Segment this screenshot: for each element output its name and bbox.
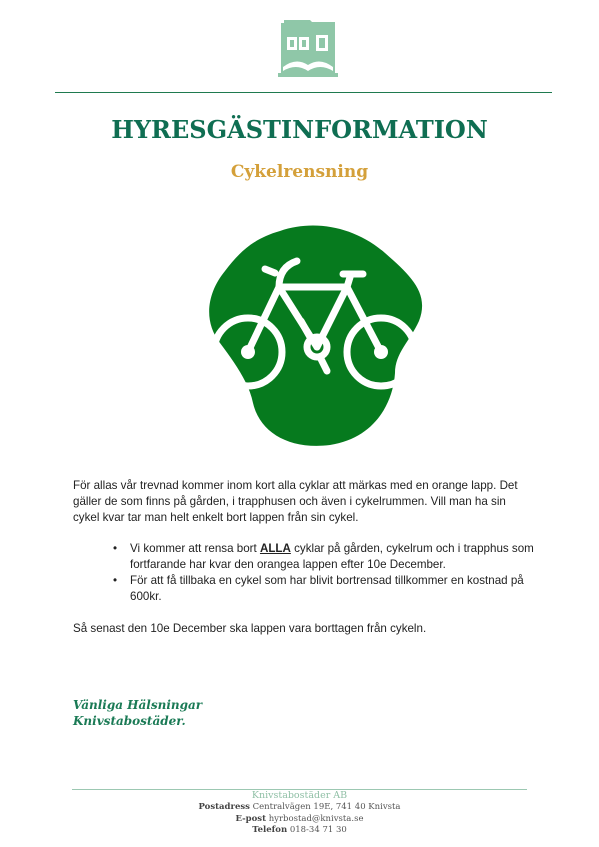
- intro-paragraph: För allas vår trevnad kommer inom kort alla cyklar att märkas med en orange lapp. Det gäller de som finns på gården, i trapphusen och även i cykelrummen. Vill man ha sin cykel kvar tar man helt enkelt bort lappen från sin cykel.: [73, 479, 518, 524]
- email-link[interactable]: hyrbostad@knivsta.se: [268, 813, 364, 824]
- signature-greeting: Vänliga Hälsningar: [73, 698, 203, 712]
- bicycle-icon: [205, 223, 425, 448]
- bullet-list: [113, 541, 543, 605]
- emphasis-text: ALLA: [259, 542, 291, 555]
- building-book-logo-icon: [278, 19, 338, 77]
- list-item: • Vi kommer att rensa bort ALLA cyklar på gården, cykelrum och i trapphus som fortfarande har kvar den orangea lappen efter 10e December.: [113, 542, 534, 571]
- list-item: • För att få tillbaka en cykel som har blivit bortrensad tillkommer en kostnad på 600kr.: [113, 574, 524, 603]
- deadline-paragraph: Så senast den 10e December ska lappen vara borttagen från cykeln.: [73, 622, 427, 635]
- bullet-icon: •: [113, 574, 118, 587]
- page-title: HYRESGÄSTINFORMATION: [111, 115, 488, 144]
- footer-company: Knivstabostäder AB: [251, 790, 348, 801]
- header-divider: [55, 92, 552, 93]
- footer-phone: Telefon 018-34 71 30: [252, 825, 347, 835]
- bullet-icon: •: [113, 542, 118, 555]
- footer-postal: Postadress Centralvägen 19E, 741 40 Knivsta: [198, 802, 401, 812]
- page-subtitle: Cykelrensning: [230, 162, 369, 182]
- signature: [73, 697, 202, 729]
- footer-email: E-post hyrbostad@knivsta.se: [235, 813, 364, 824]
- signature-name: Knivstabostäder.: [73, 714, 186, 728]
- footer: [0, 790, 599, 837]
